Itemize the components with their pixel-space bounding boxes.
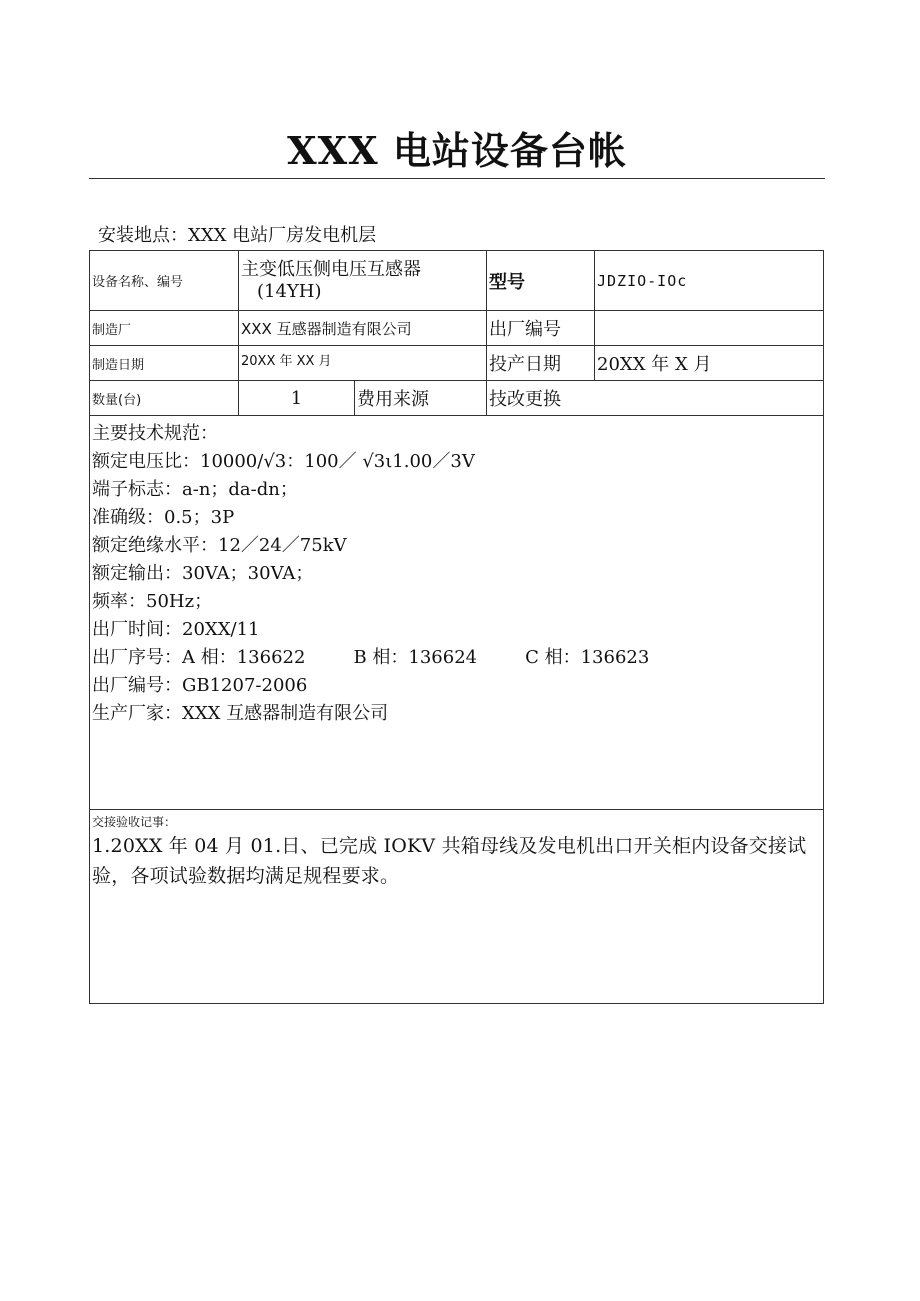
spec-accuracy: 准确级：0.5；3P — [92, 507, 235, 528]
commission-date-value: 20XX 年 X 月 — [595, 346, 824, 381]
spec-manufacturer: 生产厂家：XXX 互感器制造有限公司 — [92, 703, 389, 724]
spec-factory-number: 出厂编号：GB1207-2006 — [92, 675, 308, 696]
spec-terminals: 端子标志：a-n；da-dn； — [92, 479, 298, 500]
manufacturer-label: 制造厂 — [90, 311, 239, 346]
spec-serial-a: 出厂序号：A 相：136622 — [92, 647, 306, 668]
equipment-name-label: 设备名称、编号 — [90, 251, 239, 311]
table-row-specs — [90, 416, 824, 810]
table-row-manufacture-date — [90, 346, 824, 381]
technical-specs — [90, 416, 824, 810]
manufacturer-value: XXX 互感器制造有限公司 — [239, 311, 487, 346]
specs-heading: 主要技术规范： — [92, 423, 218, 444]
model-value: JDZIO-IOc — [595, 251, 824, 311]
handover-record — [90, 810, 824, 1004]
install-location: 安装地点：XXX 电站厂房发电机层 — [98, 225, 377, 246]
table-row-handover — [90, 810, 824, 1004]
table-row-manufacturer — [90, 311, 824, 346]
equipment-name-line2: (14YH) — [257, 280, 322, 302]
serial-number-label: 出厂编号 — [487, 311, 595, 346]
quantity-label: 数量(台) — [90, 381, 239, 416]
spec-serial-c: C 相：136623 — [525, 647, 650, 668]
handover-text: 1.20XX 年 04 月 01.日、已完成 IOKV 共箱母线及发电机出口开关柜内设备交接试验，各项试验数据均满足规程要求。 — [92, 835, 807, 887]
quantity-value: 1 — [239, 381, 355, 416]
equipment-name-line1: 主变低压侧电压互感器 — [241, 258, 421, 280]
spec-output: 额定输出：30VA；30VA； — [92, 563, 314, 584]
title-divider — [89, 178, 825, 179]
table-row-equipment-name — [90, 251, 824, 311]
manufacture-date-value: 20XX 年 XX 月 — [239, 346, 487, 381]
spec-serial-b: B 相：136624 — [353, 647, 478, 668]
fund-source-label: 费用来源 — [355, 381, 487, 416]
handover-label: 交接验收记事： — [92, 815, 177, 829]
model-label: 型号 — [487, 251, 595, 311]
fund-source-value: 技改更换 — [487, 381, 824, 416]
spec-insulation: 额定绝缘水平：12／24／75kV — [92, 535, 347, 556]
spec-voltage-ratio: 额定电压比：10000/√3：100／ √3ι1.00／3V — [92, 451, 475, 472]
spec-factory-time: 出厂时间：20XX/11 — [92, 619, 260, 640]
commission-date-label: 投产日期 — [487, 346, 595, 381]
equipment-ledger-table — [89, 250, 824, 1004]
page-title: XXX 电站设备台帐 — [287, 128, 627, 173]
equipment-name-value — [239, 251, 487, 311]
spec-frequency: 频率：50Hz； — [92, 591, 213, 612]
spec-serials — [92, 644, 821, 672]
table-row-quantity — [90, 381, 824, 416]
manufacture-date-label: 制造日期 — [90, 346, 239, 381]
serial-number-value — [595, 311, 824, 346]
